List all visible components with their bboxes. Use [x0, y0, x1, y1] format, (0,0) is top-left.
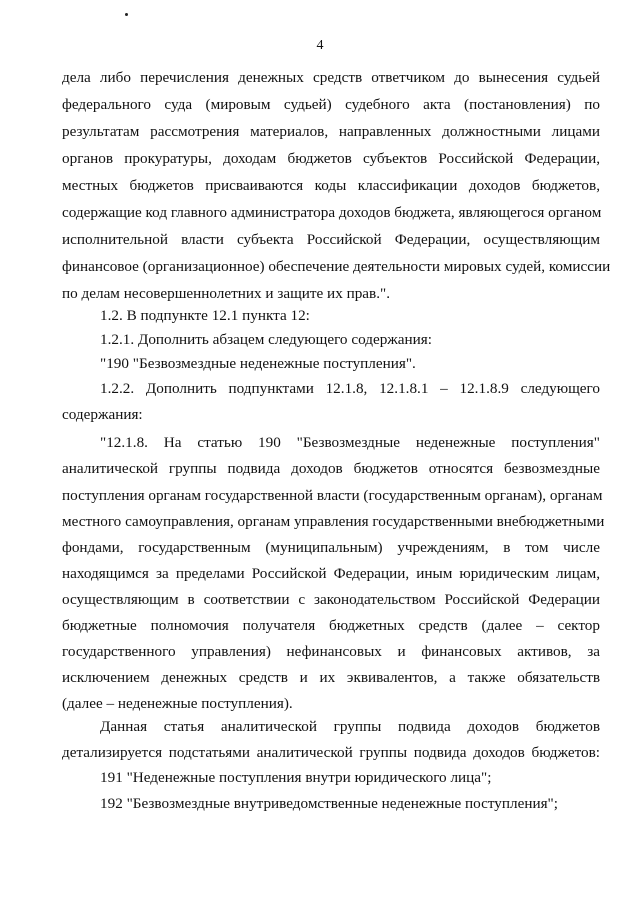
text-line: местного самоуправления, органам управления государственными внебюджетными [62, 513, 605, 530]
text-line: 1.2.2. Дополнить подпунктами 12.1.8, 12.1.8.1 – 12.1.8.9 следующего [100, 380, 600, 397]
text-line: осуществляющим в соответствии с законодательством Российской Федерации [62, 591, 600, 608]
text-line: федерального суда (мировым судьей) судебного акта (постановления) по [62, 96, 600, 113]
text-line: исполнительной власти субъекта Российской Федерации, осуществляющим [62, 231, 600, 248]
text-line: государственного управления) нефинансовых и финансовых активов, за [62, 643, 600, 660]
text-line: местных бюджетов присваиваются коды классификации доходов бюджетов, [62, 177, 600, 194]
page-number: 4 [316, 38, 324, 53]
text-line: 1.2. В подпункте 12.1 пункта 12: [100, 307, 310, 324]
text-line: аналитической группы подвида доходов бюджетов относятся безвозмездные [62, 460, 600, 477]
text-line: (далее – неденежные поступления). [62, 695, 293, 712]
text-line: содержания: [62, 406, 143, 423]
text-line: исключением денежных средств и их эквивалентов, а также обязательств [62, 669, 600, 686]
text-line: по делам несовершеннолетних и защите их прав.". [62, 285, 391, 302]
text-line: 1.2.1. Дополнить абзацем следующего содержания: [100, 331, 432, 348]
text-line: Данная статья аналитической группы подвида доходов бюджетов [100, 718, 600, 735]
text-line: поступления органам государственной власти (государственным органам), органам [62, 487, 603, 504]
text-line: 192 "Безвозмездные внутриведомственные неденежные поступления"; [100, 795, 558, 812]
text-line: дела либо перечисления денежных средств ответчиком до вынесения судьей [62, 69, 600, 86]
text-line: финансовое (организационное) обеспечение деятельности мировых судей, комиссии [62, 258, 611, 275]
text-line: "12.1.8. На статью 190 "Безвозмездные неденежные поступления" [100, 434, 600, 451]
text-line: фондами, государственным (муниципальным) учреждениям, в том числе [62, 539, 600, 556]
text-line: результатам рассмотрения материалов, направленных должностными лицами [62, 123, 600, 140]
text-line: 191 "Неденежные поступления внутри юридического лица"; [100, 769, 492, 786]
text-line: бюджетные полномочия получателя бюджетных средств (далее – сектор [62, 617, 600, 634]
scan-dot [125, 13, 128, 16]
text-line: содержащие код главного администратора доходов бюджета, являющегося органом [62, 204, 602, 221]
text-line: детализируется подстатьями аналитической группы подвида доходов бюджетов: [62, 744, 600, 761]
text-line: "190 "Безвозмездные неденежные поступления". [100, 355, 416, 372]
text-line: находящимся за пределами Российской Федерации, иным юридическим лицам, [62, 565, 600, 582]
text-line: органов прокуратуры, доходам бюджетов субъектов Российской Федерации, [62, 150, 600, 167]
